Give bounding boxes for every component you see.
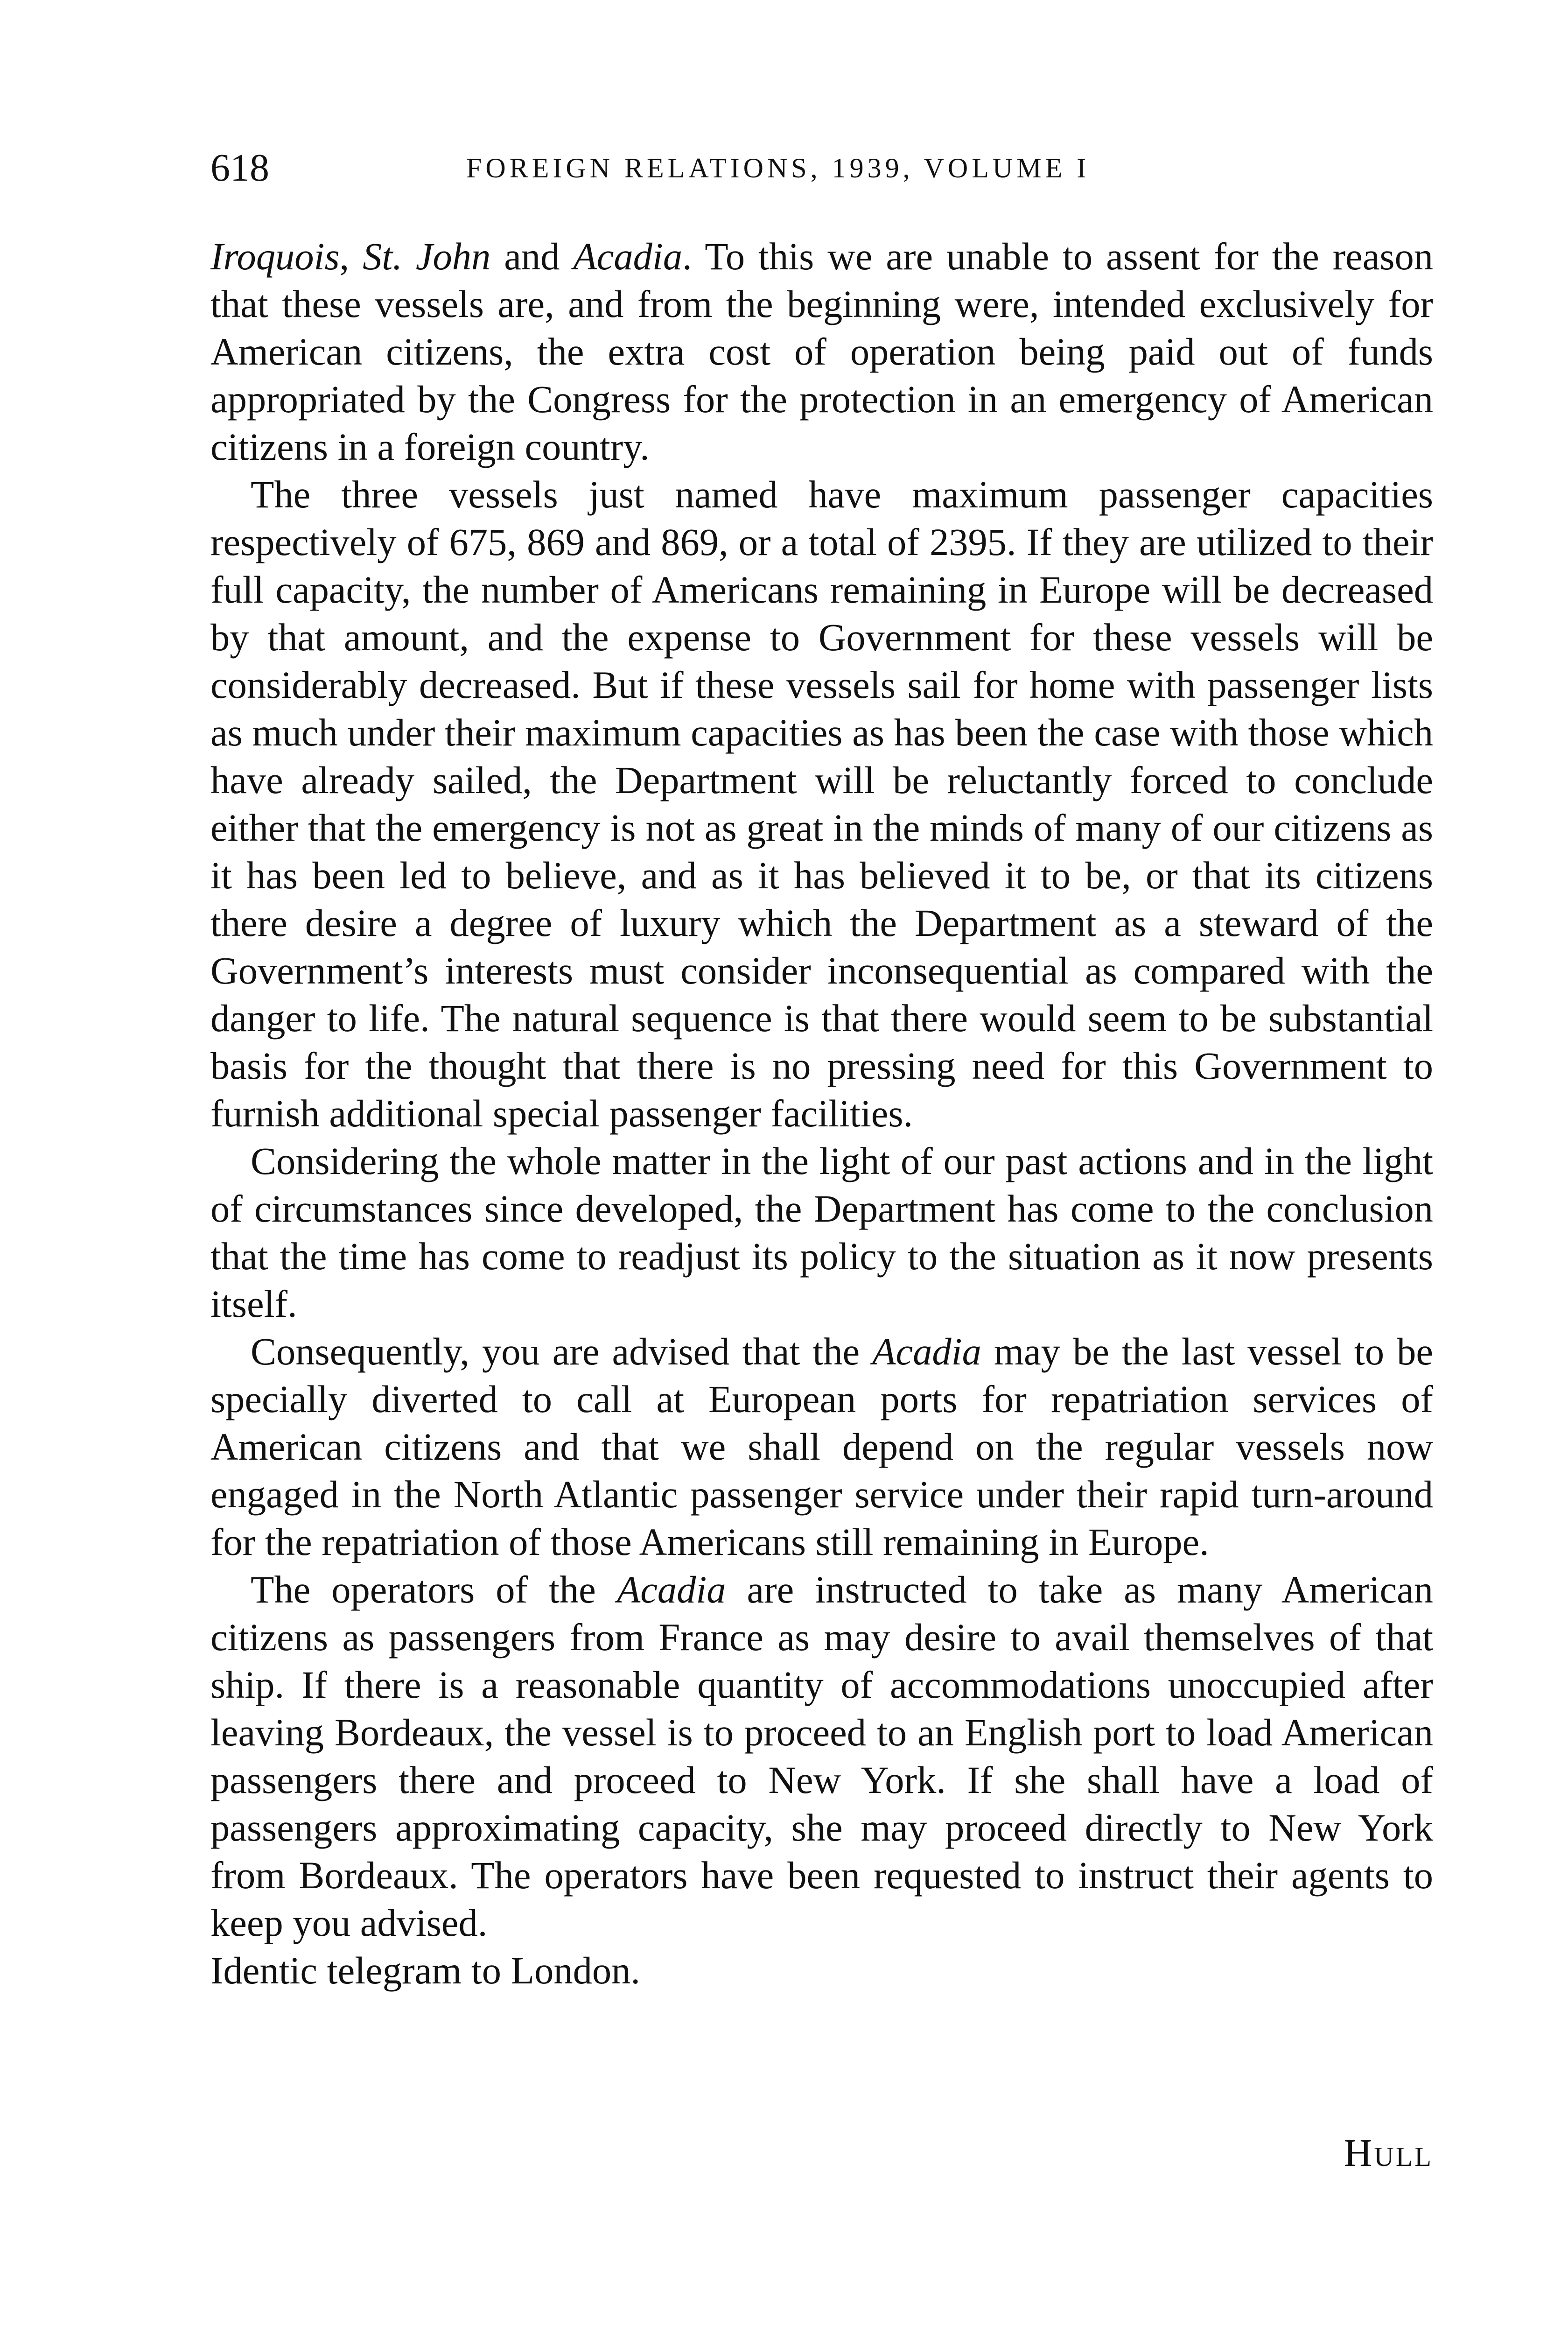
separator: , [339,235,363,278]
paragraph-1 [210,232,1433,471]
ship-name-acadia: Acadia [616,1568,726,1611]
separator: and [490,235,574,278]
paragraph-text: The three vessels just named have maximum passenger capacities respectively of 675, 869 and 869, or a total of 2395. If they are utilized to their full capacity, the number of Americans remaining in Europe will be decreased by that amount, and the expense to Government for these vessels will be considerably decreased. But if these vessels sail for home with passenger lists as much under their maximum capacities as has been the case with those which have already sailed, the Department will be reluctantly forced to conclude either that the emergency is not as great in the minds of many of our citizens as it has been led to believe, and as it has believed it to be, or that its citizens there desire a degree of luxury which the Department as a steward of the Government’s interests must consider inconsequential as compared with the danger to life. The natural sequence is that there would seem to be substantial basis for the thought that there is no pressing need for this Government to furnish additional special passenger facilities. [210,473,1433,1135]
paragraph-text: Identic telegram to London. [210,1949,640,1992]
paragraph-4 [210,1328,1433,1566]
ship-name-acadia: Acadia [872,1330,981,1373]
ship-name-st-john: St. John [363,235,491,278]
paragraph-text: Consequently, you are advised that the [251,1330,873,1373]
paragraph-text: . To this we are unable to assent for the reason that these vessels are, and from the beginning were, intended exclusively for American citizens, the extra cost of operation being paid out of funds appropriated by the Congress for the protection in an emergency of American citizens in a foreign country. [210,235,1433,468]
paragraph-5 [210,1566,1433,1947]
ship-name-iroquois: Iroquois [210,235,340,278]
page-number: 618 [210,146,269,190]
paragraph-text: may be the last vessel to be specially diverted to call at European ports for repatriation services of American citizens and that we shall depend on the regular vessels now engaged in the North Atlantic passenger service under their rapid turn-around for the repatriation of those Americans still remaining in Europe. [210,1330,1433,1563]
paragraph-text: are instructed to take as many American citizens as passengers from France as may desire to avail themselves of that ship. If there is a reasonable quantity of accommodations unoccupied after leaving Bordeaux, the vessel is to proceed to an English port to load American passengers there and proceed to New York. If she shall have a load of passengers approximating capacity, she may proceed directly to New York from Bordeaux. The operators have been requested to instruct their agents to keep you advised. [210,1568,1433,1944]
paragraph-text: The operators of the [251,1568,617,1611]
paragraph-6 [210,1947,1433,1994]
ship-name-acadia: Acadia [573,235,683,278]
running-head: FOREIGN RELATIONS, 1939, VOLUME I [466,153,1090,183]
paragraph-3 [210,1137,1433,1328]
paragraph-text: Considering the whole matter in the light of our past actions and in the light of circumstances since developed, the Department has come to the conclusion that the time has come to readjust its policy to the situation as it now presents itself. [210,1139,1433,1325]
signature: Hull [1344,2131,1433,2175]
paragraph-2 [210,471,1433,1137]
page-header [210,142,1433,194]
document-body [210,232,1433,1994]
